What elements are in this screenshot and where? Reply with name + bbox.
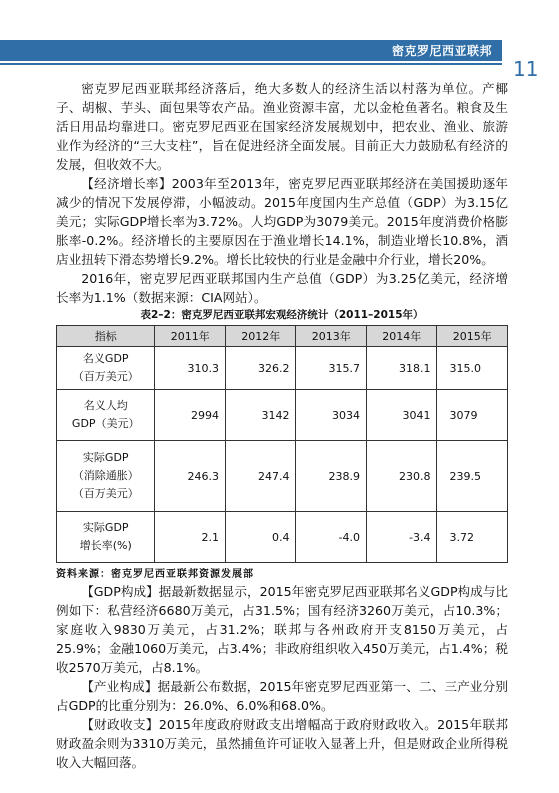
table-row	[57, 347, 508, 390]
indicator-cell	[57, 390, 155, 441]
column-header: 2013年	[296, 326, 367, 347]
paragraph-industry-composition: 【产业构成】据最新公布数据，2015年密克罗尼西亚第一、二、三产业分别占GDP的比重分别为：26.0%、6.0%和68.0%。	[56, 679, 508, 713]
column-header: 2012年	[225, 326, 296, 347]
value-cell: 3.72	[437, 512, 508, 563]
indicator-line: 增长率(%)	[79, 539, 132, 552]
value-cell: 247.4	[225, 441, 296, 512]
indicator-line: （百万美元）	[72, 370, 139, 383]
value-cell: 246.3	[155, 441, 226, 512]
column-header: 2011年	[155, 326, 226, 347]
indicator-line: （百万美元）	[72, 487, 139, 500]
table-header-row	[57, 326, 508, 347]
table-row	[57, 512, 508, 563]
column-header: 2015年	[437, 326, 508, 347]
header-bar	[0, 40, 502, 61]
column-header: 2014年	[366, 326, 437, 347]
indicator-line: 实际GDP	[82, 451, 129, 464]
paragraph-economy-overview: 密克罗尼西亚联邦经济落后，绝大多数人的经济生活以村落为单位。产椰子、胡椒、芋头、面包果等农产品。渔业资源丰富，尤以金枪鱼著名。粮食及生活日用品均靠进口。密克罗尼西亚在国家经济发展规划中，把农业、渔业、旅游业作为经济的“三大支柱”，旨在促进经济全面发展。目前正大力鼓励私有经济的发展，但收效不大。	[56, 81, 508, 172]
value-cell: 239.5	[437, 441, 508, 512]
value-cell: 0.4	[225, 512, 296, 563]
table-row	[57, 441, 508, 512]
value-cell: 315.7	[296, 347, 367, 390]
paragraph-gdp-composition: 【GDP构成】据最新数据显示，2015年密克罗尼西亚联邦名义GDP构成与比例如下：私营经济6680万美元，占31.5%；国有经济3260万美元，占10.3%；家庭收入9830万美元，占31.2%；联邦与各州政府开支8150万美元，占25.9%；金融1060万美元，占3.4%；非政府组织收入450万美元，占1.4%；税收2570万美元，占8.1%。	[56, 584, 508, 675]
running-header-title: 密克罗尼西亚联邦	[391, 44, 492, 58]
paragraph-fiscal-balance: 【财政收支】2015年度政府财政支出增幅高于政府财政收入。2015年联邦财政盈余则为3310万美元，虽然捕鱼许可证收入显著上升，但是财政企业所得税收入大幅回落。	[56, 717, 508, 770]
indicator-cell	[57, 512, 155, 563]
table-row	[57, 390, 508, 441]
paragraph-growth-rate: 【经济增长率】2003年至2013年，密克罗尼西亚联邦经济在美国援助逐年减少的情况下发展停滞，小幅波动。2015年度国内生产总值（GDP）为3.15亿美元；实际GDP增长率为3.72%。人均GDP为3079美元。2015年度消费价格膨胀率-0.2%。经济增长的主要原因在于渔业增长14.1%，制造业增长10.8%，酒店业扭转下滑态势增长9.2%。增长比较快的行业是金融中介行业，增长20%。	[56, 176, 508, 267]
indicator-cell	[57, 441, 155, 512]
value-cell: 326.2	[225, 347, 296, 390]
value-cell: 3079	[437, 390, 508, 441]
value-cell: 2.1	[155, 512, 226, 563]
value-cell: 310.3	[155, 347, 226, 390]
indicator-line: 名义人均	[83, 399, 128, 412]
macro-stats-table	[56, 325, 508, 563]
value-cell: 2994	[155, 390, 226, 441]
page-number: 11	[513, 57, 539, 81]
value-cell: -3.4	[366, 512, 437, 563]
value-cell: 3034	[296, 390, 367, 441]
value-cell: 3041	[366, 390, 437, 441]
indicator-line: 名义GDP	[82, 352, 129, 365]
table-caption: 表2–2：密克罗尼西亚联邦宏观经济统计（2011–2015年）	[140, 309, 424, 321]
value-cell: 3142	[225, 390, 296, 441]
indicator-line: GDP（美元）	[71, 417, 140, 430]
table-source-note: 资料来源：密克罗尼西亚联邦资源发展部	[56, 569, 254, 580]
value-cell: 318.1	[366, 347, 437, 390]
header-rule	[0, 63, 502, 65]
column-header: 指标	[57, 326, 155, 347]
indicator-line: 实际GDP	[82, 521, 129, 534]
paragraph-gdp-2016: 2016年，密克罗尼西亚联邦国内生产总值（GDP）为3.25亿美元，经济增长率为1.1%（数据来源：CIA网站）。	[56, 271, 508, 305]
value-cell: 230.8	[366, 441, 437, 512]
page-body	[56, 79, 508, 772]
value-cell: 238.9	[296, 441, 367, 512]
indicator-line: （消除通胀）	[72, 469, 139, 482]
value-cell: 315.0	[437, 347, 508, 390]
value-cell: -4.0	[296, 512, 367, 563]
indicator-cell	[57, 347, 155, 390]
